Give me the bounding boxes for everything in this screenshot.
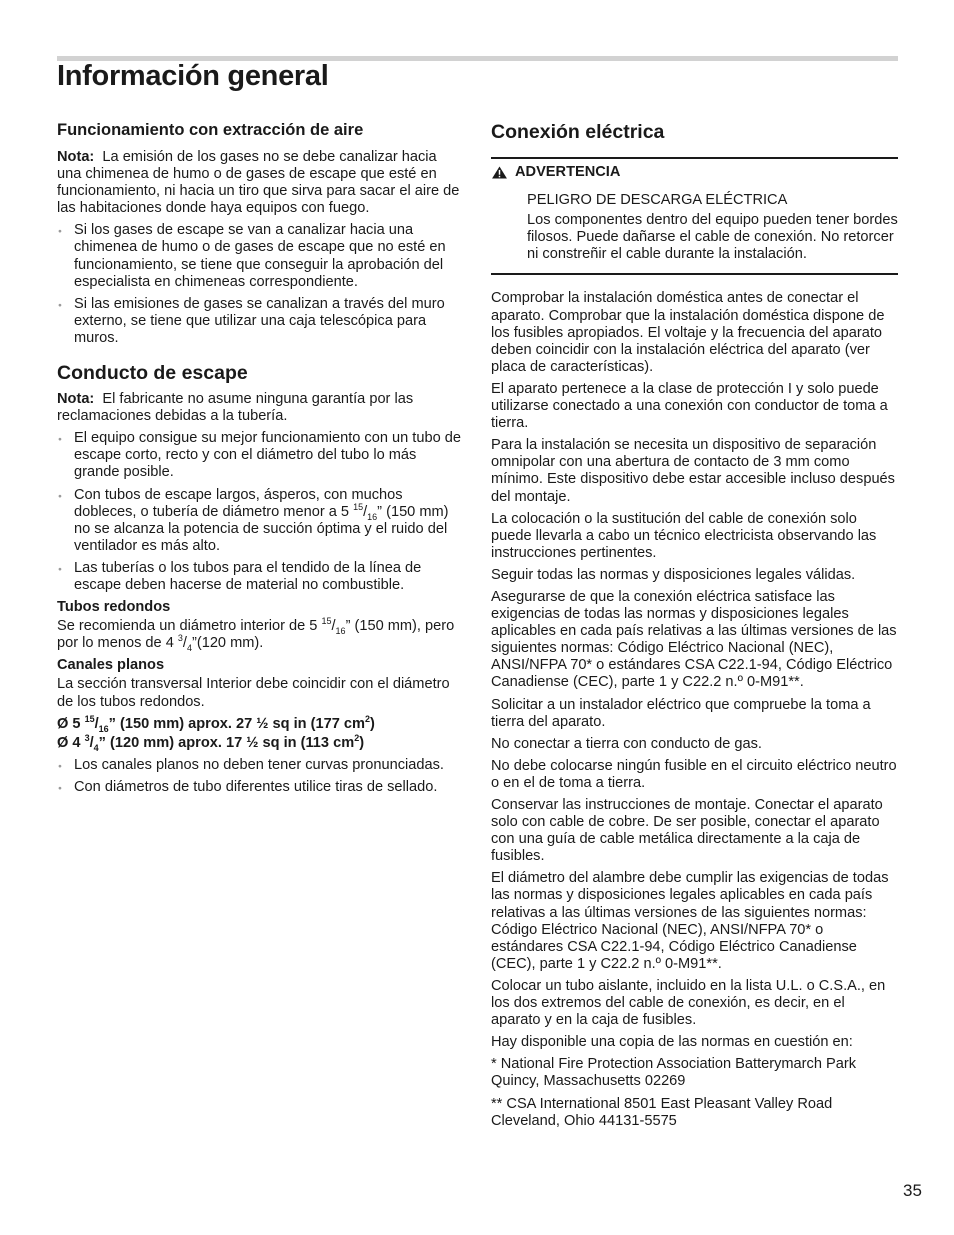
fraction-numerator: 15 xyxy=(84,713,95,724)
flat-channels-title: Canales planos xyxy=(57,657,165,674)
list-item: ● Los canales planos no deben tener curvas pronunciadas. xyxy=(57,757,462,774)
bullet-list-extraction xyxy=(57,222,462,347)
list-item: ● Las tuberías o los tubos para el tendido de la línea de escape deben hacerse de material no combustible. xyxy=(57,560,462,594)
paragraph: El aparato pertenece a la clase de protección I y solo puede utilizarse conectado a una conexión con conductor de toma a tierra. xyxy=(491,380,888,432)
paragraph: Para la instalación se necesita un dispositivo de separación omnipolar con una abertura de contacto de 3 mm como mínimo. Este dispositivo debe estar accesible incluso después del montaje. xyxy=(491,437,895,505)
fraction-numerator: 15 xyxy=(353,501,364,512)
section-heading-electrical: Conexión eléctrica xyxy=(491,121,665,143)
right-column xyxy=(491,120,898,1135)
fraction-numerator: 15 xyxy=(321,616,332,627)
text-run: Se recomienda un diámetro interior de 5 xyxy=(57,618,322,635)
bullet-list-flat-channels xyxy=(57,757,462,796)
paragraph: Comprobar la instalación doméstica antes de conectar el aparato. Comprobar que la instalación doméstica dispone de los fusibles apropiados. El voltaje y la frecuencia del aparato deben coincidir con la instalación eléctrica del aparato (ver placa de características). xyxy=(491,290,885,375)
text-run: Ø 4 xyxy=(57,734,85,751)
paragraph: No debe colocarse ningún fusible en el circuito eléctrico neutro o en el de toma a tierra. xyxy=(491,757,897,791)
bullet-list-exhaust xyxy=(57,430,462,594)
list-item: ● El equipo consigue su mejor funcionamiento con un tubo de escape corto, recto y con el diámetro del tubo lo más grande posible. xyxy=(57,430,462,481)
note-extraction xyxy=(57,149,462,217)
text-run: ” (150 mm) no se alcanza la potencia de succión óptima y el ruido del ventilador es más alto. xyxy=(74,503,449,554)
paragraph: * National Fire Protection Association Batterymarch Park Quincy, Massachusetts 02269 xyxy=(491,1056,857,1090)
fraction-numerator: 3 xyxy=(177,633,183,644)
paragraph: Hay disponible una copia de las normas en cuestión en: xyxy=(491,1034,853,1051)
text-run: ” (120 mm) aprox. 17 ½ sq in (113 cm xyxy=(98,734,355,751)
note-text: La emisión de los gases no se debe canalizar hacia una chimenea de humo o de gases de escape que esté en funcionamiento, ni hacia un tiro que sirva para sacar el aire de las habitaciones donde haya equipos con fuego. xyxy=(57,149,460,217)
warning-text: Los componentes dentro del equipo pueden tener bordes filosos. Puede dañarse el cable de conexión. No retorcer ni constreñir el cable durante la instalación. xyxy=(527,212,898,263)
fraction-numerator: 3 xyxy=(84,732,90,743)
text-run: ) xyxy=(370,715,375,732)
fraction-denominator: 4 xyxy=(186,643,192,654)
paragraph: Conservar las instrucciones de montaje. Conectar el aparato solo con cable de cobre. De ser posible, conectar el aparato con una guía de cable metálica directamente a la caja de fusibles. xyxy=(491,797,883,865)
superscript: 2 xyxy=(354,732,360,743)
warning-body xyxy=(491,192,898,263)
note-label: Nota: xyxy=(57,391,95,408)
fraction-denominator: 16 xyxy=(98,723,109,734)
note-exhaust xyxy=(57,391,462,425)
text-run: Con tubos de escape largos, ásperos, con muchos dobleces, o tubería de diámetro menor a 5 xyxy=(74,486,403,520)
paragraph: Asegurarse de que la conexión eléctrica satisface las exigencias de todas las normas y disposiciones legales aplicables en cada país relativas a las últimas versiones de las siguientes normas: Código Eléctrico Nacional (NEC), ANSI/NFPA 70* o estándares CSA C22.1-94, Código Eléctrico Canadiense (CEC), parte 1 y C22.2 n.º 0-M91**. xyxy=(491,588,897,691)
round-tubes-text: Se recomienda un diámetro interior de 5 $^{15}/_{16}$” (150 mm), pero por lo menos de 4 $^3/_4”(120$ mm). xyxy=(57,616,455,654)
section-heading-extraction: Funcionamiento con extracción de aire xyxy=(57,121,364,139)
note-text: El fabricante no asume ninguna garantía por las reclamaciones debidas a la tubería. xyxy=(57,391,414,425)
paragraph: ** CSA International 8501 East Pleasant Valley Road Cleveland, Ohio 44131-5575 xyxy=(491,1095,833,1129)
text-run: ”(120 mm). xyxy=(191,635,264,652)
list-item: ● Con tubos de escape largos, ásperos, con muchos dobleces, o tubería de diámetro menor a 5 $^{15}/_{16}$” (150 mm) no se alcanza la potencia de succión óptima y el ruido del ventilador es más alto. xyxy=(57,487,462,555)
warning-header xyxy=(491,164,898,181)
fraction-denominator: 16 xyxy=(335,626,346,637)
paragraph: No conectar a tierra con conducto de gas. xyxy=(491,735,762,752)
text-run: Ø 5 xyxy=(57,715,85,732)
left-column xyxy=(57,112,462,801)
flat-channels-text: La sección transversal Interior debe coincidir con el diámetro de los tubos redondos. xyxy=(57,676,450,710)
warning-label: ADVERTENCIA xyxy=(515,164,621,180)
spec-line-120: Ø 4 $^3/_4$” (120 mm) aprox. 17 ½ sq in (113 $cm^2$) xyxy=(57,732,365,753)
spec-line-150: Ø 5 $^{15}/_{16}$” (150 mm) aprox. 27 ½ sq in (177 $cm^2$) xyxy=(57,713,375,734)
round-tubes-title: Tubos redondos xyxy=(57,599,171,616)
fraction-denominator: 16 xyxy=(367,511,378,522)
page-number: 35 xyxy=(903,1181,922,1200)
list-item: ● Con diámetros de tubo diferentes utilice tiras de sellado. xyxy=(57,779,462,796)
fraction-denominator: 4 xyxy=(93,742,99,753)
list-item: ● Si los gases de escape se van a canalizar hacia una chimenea de humo o de gases de escape que no esté en funcionamiento, se tiene que conseguir la aprobación del especialista en chimeneas correspondiente. xyxy=(57,222,462,290)
paragraph: El diámetro del alambre debe cumplir las exigencias de todas las normas y disposiciones legales aplicables en cada país relativas a las últimas versiones de las siguientes normas: Código Eléctrico Nacional (NEC), ANSI/NFPA 70* o estándares CSA C22.1-94, Código Eléctrico Canadiense (CEC), parte 1 y C22.2 n.º 0-M91**. xyxy=(491,870,889,972)
paragraph: Seguir todas las normas y disposiciones legales válidas. xyxy=(491,566,856,583)
page-title: Información general xyxy=(57,60,329,92)
text-run: ” (150 mm) aprox. 27 ½ sq in (177 cm xyxy=(108,715,365,732)
note-label: Nota: xyxy=(57,149,95,165)
text-run: ” (150 mm), pero por lo menos de 4 xyxy=(57,618,455,652)
list-item: ● Si las emisiones de gases se canalizan a través del muro externo, se tiene que utilizar una caja telescópica para muros. xyxy=(57,296,462,347)
paragraph: Colocar un tubo aislante, incluido en la lista U.L. o C.S.A., en los dos extremos del cable de conexión, es decir, en el aparato y en la caja de fusibles. xyxy=(491,977,886,1029)
warning-box xyxy=(491,157,898,275)
warning-triangle-icon xyxy=(491,166,508,179)
paragraph: La colocación o la sustitución del cable de conexión solo puede llevarla a cabo un técnico electricista observando las instrucciones pertinentes. xyxy=(491,510,877,561)
paragraph: Solicitar a un instalador eléctrico que compruebe la toma a tierra del aparato. xyxy=(491,696,871,730)
warning-subtitle: PELIGRO DE DESCARGA ELÉCTRICA xyxy=(527,192,788,209)
section-heading-exhaust: Conducto de escape xyxy=(57,362,248,385)
superscript: 2 xyxy=(364,713,370,724)
text-run: ) xyxy=(359,734,365,751)
